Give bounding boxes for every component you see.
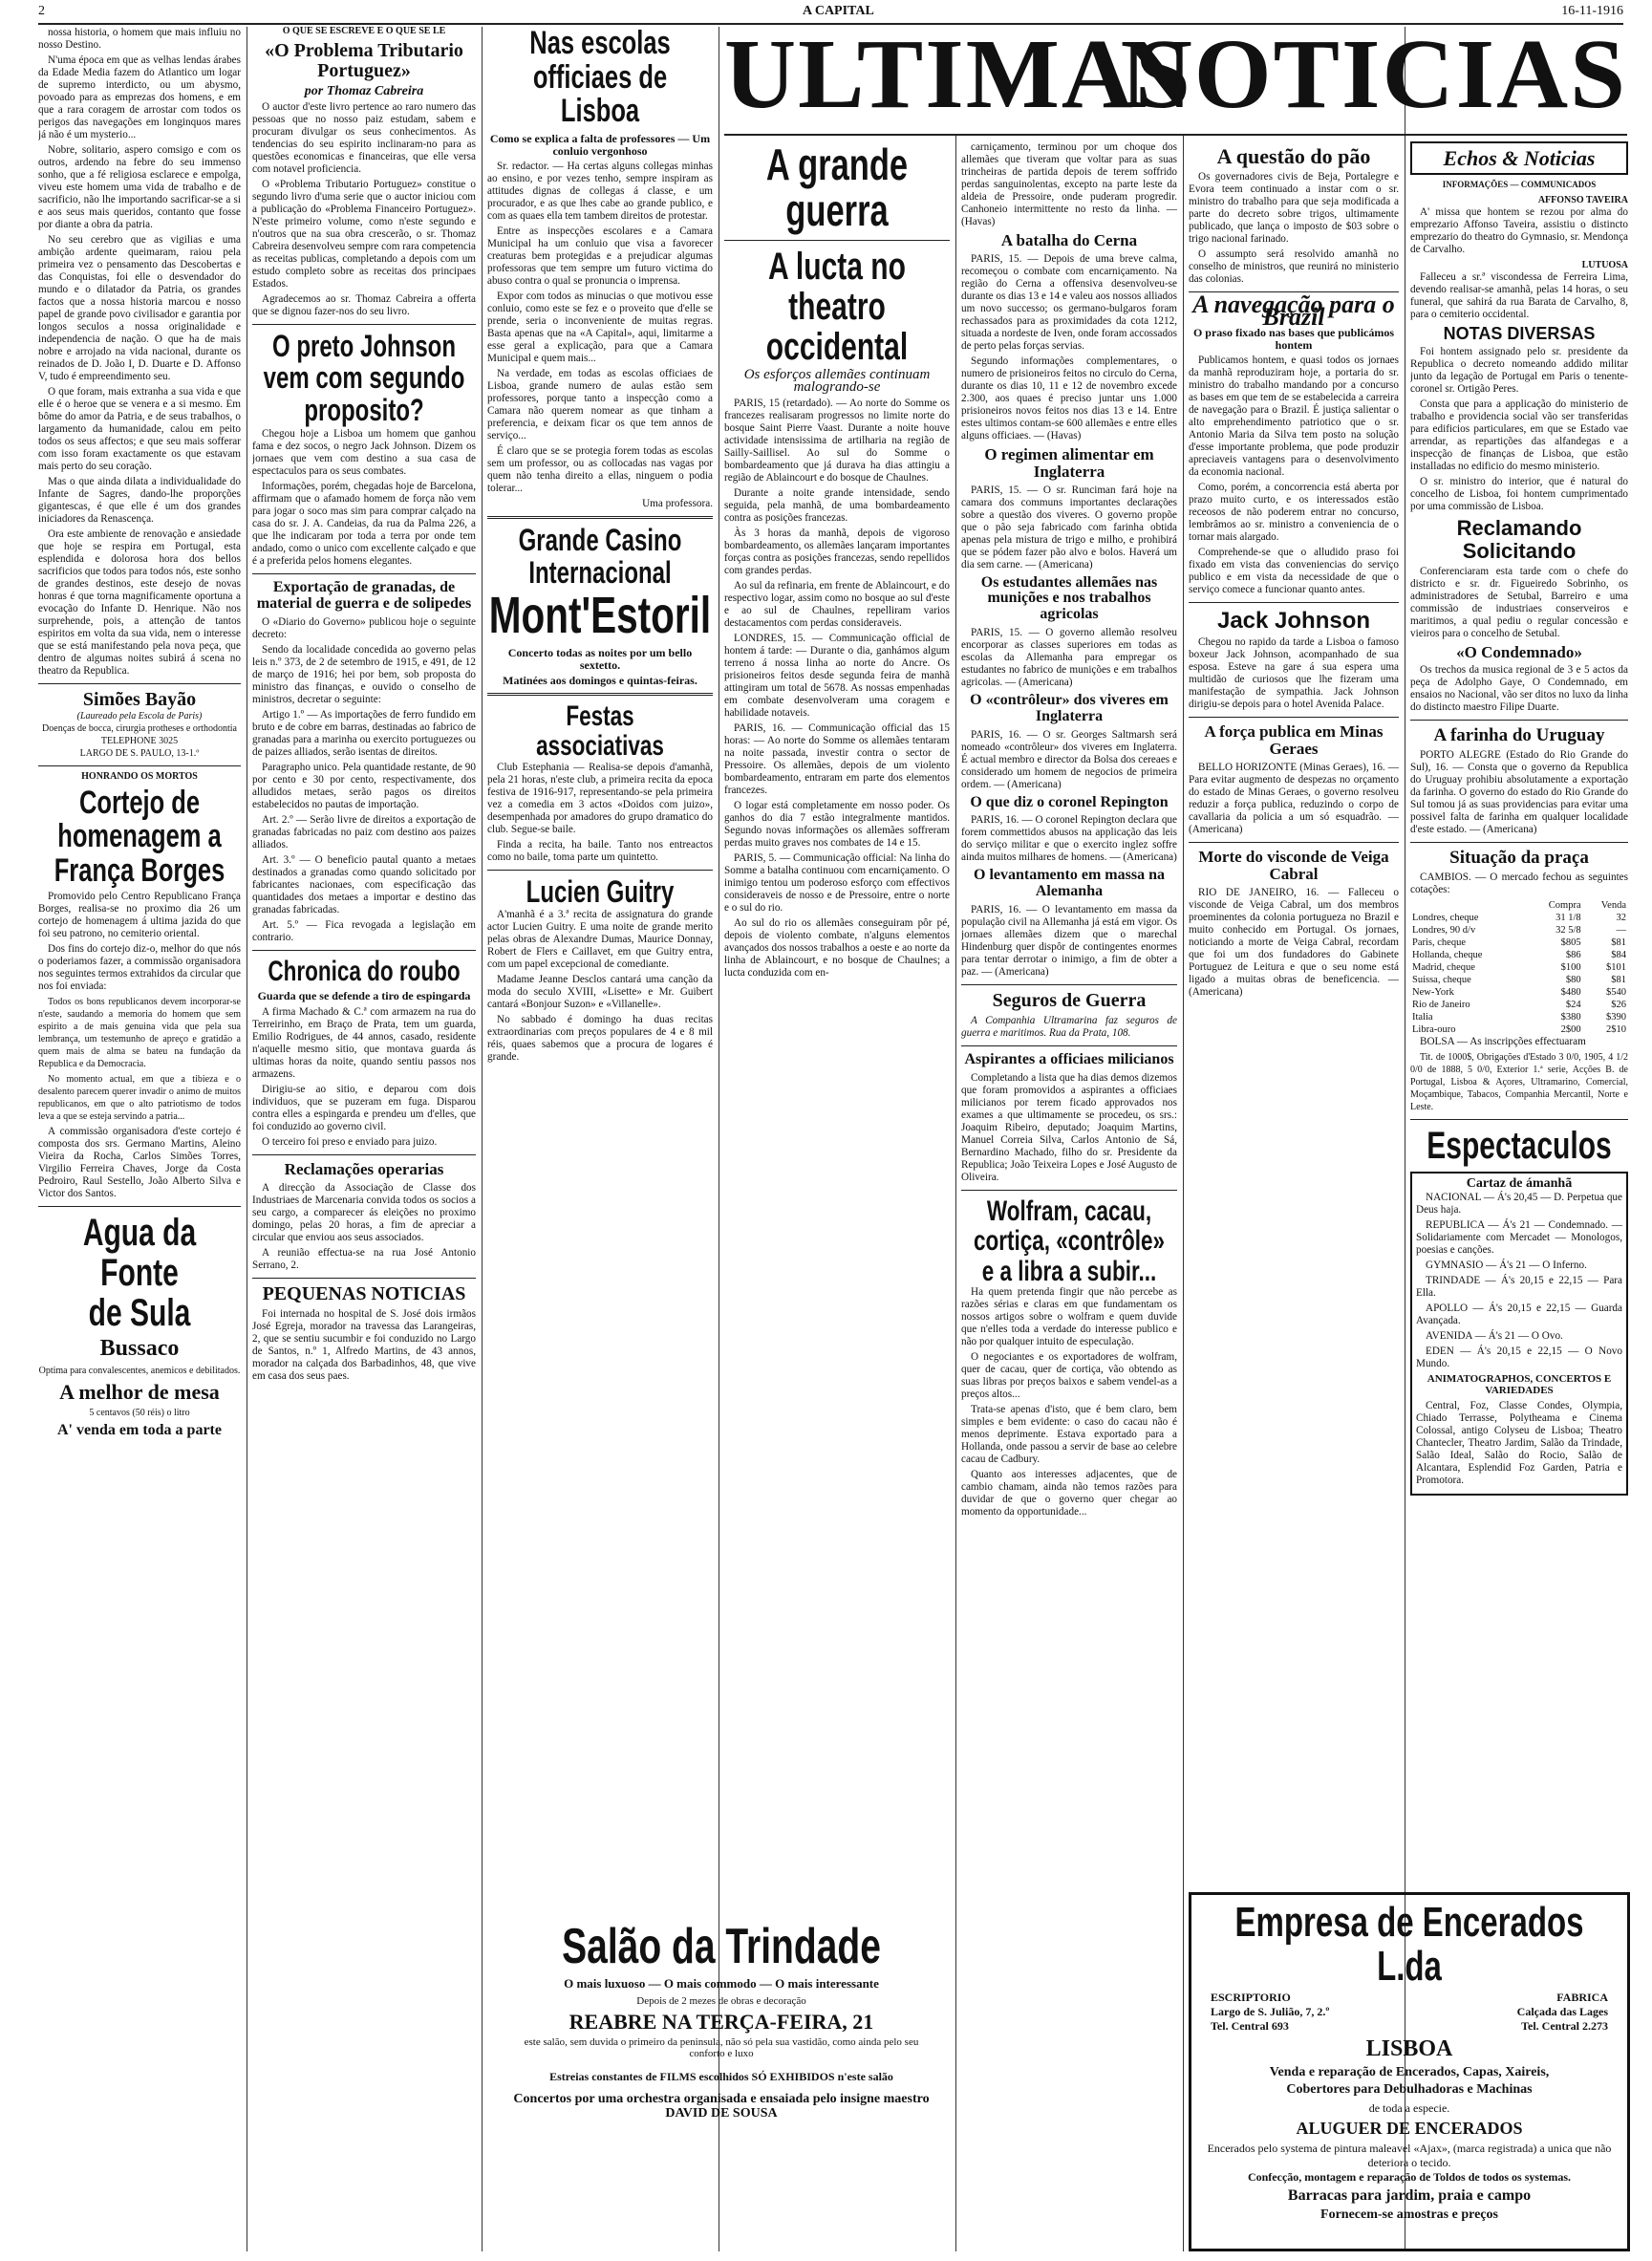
article-paragraph: Mas o que ainda dilata a individualidade do Infante de Sagres, dando-lhe proporções gigantescas, é que elle é um dos grandes iniciadores da Renascença. bbox=[38, 476, 241, 525]
subheadline: O praso fixado nas bases que publicámos hontem bbox=[1192, 326, 1395, 352]
headline-navegacao: A navegação para o Brazil bbox=[1192, 291, 1395, 332]
issue-date: 16-11-1916 bbox=[1561, 4, 1623, 18]
table-row: Italia $380 $390 bbox=[1412, 1012, 1626, 1023]
article-paragraph: Como, porém, a concorrencia está aberta por prazo muito curto, e os interessados estão receosos de não poderem entrar no concurso, lembrâmos ao sr. ministro a conveniencia de o tornar mais alargado. bbox=[1189, 482, 1399, 544]
headline-guitry: Lucien Guitry bbox=[526, 873, 675, 909]
article-paragraph: Artigo 1.º — As importações de ferro fundido em bruto e de cobre em barras, destinadas ao fabrico de granadas para a marinha ou exercito portuguezes ou de paizes alliados, serão isentas de direitos. bbox=[252, 708, 476, 758]
article-paragraph: O assumpto será resolvido amanhã no conselho de ministros, que reunirá no ministerio das colonias. bbox=[1189, 248, 1399, 286]
subheadline: Guarda que se defende a tiro de espingarda bbox=[257, 989, 471, 1003]
article-paragraph: Ora este ambiente de renovação e ansiedade que hoje se respira em Portugal, esta esplendida e dolorosa hora dos bellos sacrificios que todos para todos nós, este sonho de grandes destinos, este desejo de novas honras é que torna magnificamente oportuna a evocação do Infante D. Henrique. Não nos surprehende, pois, a attenção de tantos espiritos em volta da sua vida, nem o interesse que se está manifestando pela nova peça, que dentro de algumas noites subirá á scena no theatro da Republica. bbox=[38, 528, 241, 677]
subheadline: Os esforços allemães continuam malogrando-se bbox=[743, 366, 931, 395]
article-paragraph: Foi hontem assignado pelo sr. presidente da Republica o decreto nomeando addido militar junto da legação de Portugal em Paris o tenente-coronel sr. Ortigão Peres. bbox=[1410, 346, 1628, 396]
column-1 bbox=[38, 27, 241, 2251]
article-paragraph: Durante a noite grande intensidade, sendo seguida, pela manhã, de uma bombardeamento contra as posições francezas. bbox=[724, 486, 950, 524]
headline-farinha: A farinha do Uruguay bbox=[1433, 725, 1605, 746]
article-paragraph: Todos os bons republicanos devem incorporar-se n'este, saudando a memoria do homem que sem espirito a de mais genuina vida que pela sua lembrança, um testemunho de apreço e gratidão a quem mais de alma se bateu na fundação da Republica e da Democracia. bbox=[38, 996, 241, 1069]
echos-box: Echos & Noticias bbox=[1410, 141, 1628, 175]
article-paragraph: Consta que para a applicação do ministerio de trabalho e providencia social vão ser transferidas para edificios particulares, em que se Estado vae arrendar, as repartições das alfandegas e a inspecção de finanças de Lisboa, que estão installadas no edificio do mesmo ministerio. bbox=[1410, 398, 1628, 473]
table-row: Hollanda, cheque $86 $84 bbox=[1412, 950, 1626, 961]
article-paragraph: O «Problema Tributario Portuguez» constitue o segundo livro d'uma serie que o auctor iniciou com a publicação do «Problema Financeiro Portuguez». N'este primeiro volume, como n'este segundo e n'outros que na sua obra crescerão, o sr. Thomaz Cabreira desenvolveu sempre com rara competencia as receitas publicas, completando a depois com um estudo completo sobre as receitas dos principaes Estados. bbox=[252, 178, 476, 290]
headline-seguros: Seguros de Guerra bbox=[992, 989, 1147, 1011]
article-paragraph: carniçamento, terminou por um choque dos allemães que tiveram que voltar para as suas trincheiras de partida depois de terem soffrido perdas sanguinolentas, excepto na parte leste da aldeia de Pressoire, onde puderam progredir. Canhoneio intermittente no resto da linha. — (Havas) bbox=[961, 141, 1177, 227]
headline-wolfram: Wolfram, cacau, cortiça, «contrôle» e a libra a subir... bbox=[973, 1195, 1166, 1287]
table-row: Londres, 90 d/v 32 5/8 — bbox=[1412, 925, 1626, 937]
article-paragraph: Chegou no rapido da tarde a Lisboa o famoso boxeur Jack Johnson, acompanhado de sua esposa. Esteve na gare á sua espera uma multidão de curiosos que lhe fizeram uma manifestação de sympathia. Jack Johnson dirigiu-se depois para o hotel Avenida Palace. bbox=[1189, 636, 1399, 711]
table-header-row: Compra Venda bbox=[1548, 900, 1626, 912]
article-paragraph: Sr. redactor. — Ha certas alguns collegas minhas ao ensino, e por vezes tenho, sempre inspiram as attitudes dignas de collegas á classe, e um procurador, e as que lhes cabe ao grande publico, e com as quaes ella tem tambem direitos de protestar. bbox=[487, 161, 713, 223]
headline-jack-johnson: Jack Johnson bbox=[1216, 608, 1371, 635]
article-paragraph: Expor com todos as minucias o que motivou esse conluio, como este se fez e o proveito que d'elle se prende, seria o inconveniente de muitas regras. Basta apenas que na «A Capital», aqui, limitarme a esse geral a explicação, para que a Camara Municipal e quem mais... bbox=[487, 291, 713, 365]
article-paragraph: É claro que se se protegia forem todas as escolas sem um professor, ou as collocadas nas vagas por quem não tenha direito a ellas, ninguem o podia tolerar... bbox=[487, 445, 713, 495]
article-paragraph: O negociantes e os exportadores de wolfram, quer de cacau, quer de cortiça, vão obtendo as suas libras por preços baixos e sabem vendel-as a preços altos... bbox=[961, 1351, 1177, 1401]
headline-grande-guerra: A grande guerra bbox=[765, 141, 909, 236]
headline-reclamacoes: Reclamações operarias bbox=[284, 1159, 444, 1178]
article-paragraph: Segundo informações complementares, o numero de prisioneiros feitos no circulo do Cerna, durante os dias 10, 11 e 12 de novembro excede 2.300, aos quaes é preciso juntar uns 1.000 prisioneiros novos feitos nos dias 13 e 14. Entre estes ultimos contam-se 600 allemães e entre elles alguns officiaes. — (Havas) bbox=[961, 355, 1177, 441]
table-row: Paris, cheque $805 $81 bbox=[1412, 937, 1626, 949]
headline-cerna: A batalha do Cerna bbox=[1000, 231, 1138, 249]
article-paragraph: Dos fins do cortejo diz-o, melhor do que nós o poderiamos fazer, a commissão organisadora nos seguintes termos extrahidos da circular que nos foi enviada: bbox=[38, 942, 241, 992]
headline-controleur: O «contrôleur» dos viveres em Inglaterra bbox=[970, 691, 1169, 724]
headline-notas: NOTAS DIVERSAS bbox=[1443, 323, 1596, 343]
headline-escolas: Nas escolas officiaes de Lisboa bbox=[529, 27, 671, 130]
article-paragraph: N'uma época em que as velhas lendas árabes da Edade Media fazem do Atlantico um logar de supremo interdicto, ou um abysmo, povoado para as emprezas dos homens, e em que a rara coragem de arrostar com todos os perigos das navegações em longinquos mares já não é um mysterio... bbox=[38, 54, 241, 140]
headline-condemnado: «O Condemnado» bbox=[1456, 642, 1582, 661]
article-paragraph: O sr. ministro do interior, que é natural do concelho de Lisboa, foi hontem cumprimentado por uma commissão de Lisboa. bbox=[1410, 476, 1628, 513]
headline-johnson: O preto Johnson vem com segundo proposito? bbox=[263, 328, 465, 427]
page-number: 2 bbox=[38, 4, 45, 18]
headline-aspirantes: Aspirantes a officiaes milicianos bbox=[964, 1050, 1174, 1067]
ad-simoes-bayao: Simões Bayão (Laureado pela Escola de Paris) Doenças de bocca, cirurgia protheses e orthodontia TELEPHONE 3025 LARGO DE S. PAULO, 13-1.º bbox=[42, 689, 237, 759]
headline-lucta: A lucta no theatro occidental bbox=[765, 245, 909, 368]
article-paragraph: RIO DE JANEIRO, 16. — Falleceu o visconde de Veiga Cabral, um dos membros proeminentes da colonia portugueza no Brazil e muito conhecido em Portugal. Os jornaes, noticiando a morte de Veiga Cabral, recordam que foi um dos fundadores do Gabinete Portuguez de Leitura e que o seu nome está ligado a muitas obras de beneficencia. — (Americana) bbox=[1189, 886, 1399, 998]
byline: por Thomaz Cabreira bbox=[304, 83, 424, 98]
article-paragraph: Publicamos hontem, e quasi todos os jornaes da manhã reproduziram hoje, a portaria do sr. ministro do trabalho mandando por a concurso as bases em que tem de se estabelecida a carreira de navegação para o Brazil. É justiça salientar o alto emprehendimento patriotico que o sr. Antonio Maria da Silva tem posto na solução d'esse importante problema, que pode produzir apreciaveis vantagens para o desenvolvimento da economia nacional. bbox=[1189, 355, 1399, 479]
article-paragraph: A Companhia Ultramarina faz seguros de guerra e maritimos. Rua da Prata, 108. bbox=[961, 1014, 1177, 1039]
article-paragraph: Agradecemos ao sr. Thomaz Cabreira a offerta que se dignou fazer-nos do seu livro. bbox=[252, 292, 476, 317]
article-paragraph: Ha quem pretenda fingir que não percebe as razões sérias e claras em que fundamentam os nossos artigos sobre o wolfram e quem duvide que n'elles toda a verdade do interesse publico e não por qualquer intuito de especulação. bbox=[961, 1286, 1177, 1348]
article-paragraph: PARIS, 16. — O levantamento em massa da população civil na Allemanha já está em vigor. Os jornaes allemães dizem que o marechal Hindenburg quer dispôr de contingentes enormes para tentar derrotar o inimigo, a fim de obter a paz. — (Americana) bbox=[961, 903, 1177, 978]
article-paragraph: Nobre, solitario, aspero comsigo e com os outros, ardendo na febre do seu immenso sonho, que a fé religiosa esclarece e empolga, viveu este homem uma vida de trabalho e de sacrificio, não lhe importando sacrificar-se a si e aos seus mais queridos, contanto que fosse por diante a obra da patria. bbox=[38, 144, 241, 230]
article-paragraph: CAMBIOS. — O mercado fechou as seguintes cotações: bbox=[1410, 872, 1628, 896]
article-signature: Uma professora. bbox=[642, 498, 713, 510]
headline-exportacao: Exportação de granadas, de material de guerra e de solipedes bbox=[256, 579, 472, 613]
ad-agua-sula: Agua da Fonte de Sula Bussaco Optima para convalescentes, anemicos e debilitados. A melhor de mesa 5 centavos (50 réis) o litro A' venda em toda a parte bbox=[38, 1211, 241, 1438]
article-paragraph: Informações, porém, chegadas hoje de Barcelona, affirmam que o afamado homem de força não vem para jogar o soco mas sim para comprar calçado na casa do sr. J. A. Candeias, da rua da Palma 226, a que lhe indicaram por toda a terra por onde tem andado, como o unico com excellente calçado e que é a preferida pelos homens elegantes. bbox=[252, 481, 476, 568]
column-4 bbox=[724, 141, 950, 1860]
article-paragraph: nossa historia, o homem que mais influiu no nosso Destino. bbox=[38, 27, 241, 51]
headline-espectaculos: Espectaculos bbox=[1427, 1125, 1612, 1168]
headline-forca-publica: A força publica em Minas Geraes bbox=[1204, 722, 1384, 759]
table-row: Londres, cheque 31 1/8 32 bbox=[1412, 913, 1626, 924]
article-paragraph: Dirigiu-se ao sitio, e deparou com dois individuos, que se puzeram em fuga. Disparou contra elles a espingarda e prendeu um d'elles, que foi conduzido ao governo civil. bbox=[252, 1083, 476, 1132]
column-2 bbox=[252, 27, 476, 2251]
subheadline: Como se explica a falta de professores — Um conluio vergonhoso bbox=[489, 132, 711, 158]
column-5 bbox=[961, 141, 1177, 2251]
article-paragraph: Entre as inspecções escolares e a Camara Municipal ha um conluio que visa a favorecer creaturas bem protegidas e a prejudicar algumas professoras que tem sempre um futuro victima do abuso contra o qual se pronuncia o imprensa. bbox=[487, 226, 713, 288]
article-paragraph: Sendo da localidade concedida ao governo pelas leis n.º 373, de 2 de setembro de 1915, e 491, de 12 de março de 1916; hei por bem, sob proposta do ministro das finanças, e ouvido o conselho de ministros, decretar o seguinte: bbox=[252, 643, 476, 705]
article-paragraph: BELLO HORIZONTE (Minas Geraes), 16. — Para evitar augmento de despezas no orçamento do estado de Minas Geraes, o governo resolveu reduzir a força publica, reduzindo o corpo de cavallaria da policia a um só esquadrão. — (Americana) bbox=[1189, 762, 1399, 836]
article-paragraph: PARIS, 15. — O sr. Runciman fará hoje na camara dos communs importantes declarações sobre a questão dos viveres. O governo propõe que o pão seja fabricado com farinha obtida apenas pela mistura de trigo e milho, e prohibirá que se pódem fazer pão alvo e bolos. Haverá um dia sem carne. — (Americana) bbox=[961, 484, 1177, 571]
headline-regimen: O regimen alimentar em Inglaterra bbox=[984, 444, 1154, 481]
cartaz-box: Cartaz de ámanhã NACIONAL — Á's 20,45 — D. Perpetua que Deus haja. REPUBLICA — Á's 21 — Condemnado. — Solidariamente com Mercadet — Monologos, poesias e canções. GYMNASIO — Á's 21 — O Inferno. TRINDADE — Á's 20,15 e 22,15 — Para Ella. APOLLO — Á's 20,15 e 22,15 — Guarda Avançada. AVENIDA — Á's 21 — O Ovo. EDEN — Á's 20,15 e 22,15 — O Novo Mundo. ANIMATOGRAPHOS, CONCERTOS E VARIEDADES Central, Foz, Classe Condes, Olympia, Chiado Terrasse, Polytheama e Cinema Colossal, antigo Colyseu de Lisboa; Theatro Chantecler, Theatro Jardim, Salão da Trindade, Salão Ideal, Salão do Rocio, Salão de Alcantara, Esplendid Foz Garden, Patria e Promotora. bbox=[1410, 1172, 1628, 1496]
article-paragraph: PARIS, 16. — Communicação official das 15 horas: — Ao norte do Somme os allemães tentaram na noite passada, investir contra o sector de Pressoire. Os allemães, depois de um violento bombardeamento, entraram em parte dos elementos francezes. bbox=[724, 721, 950, 796]
cambios-table bbox=[1410, 899, 1628, 1036]
article-paragraph: A direcção da Associação de Classe dos Industriaes de Marcenaria convida todos os socios a seu cargo, a comparecer ás eleições no proximo domingo, pelas 20 horas, a fim de apreciar a circular que enviou aos seus associados. bbox=[252, 1181, 476, 1243]
ad-casino-estoril: Grande Casino Internacional Mont'Estoril Concerto todas as noites por um bello sextetto. Matinées aos domingos e quintas-feiras. bbox=[488, 523, 712, 688]
article-paragraph: Promovido pelo Centro Republicano França Borges, realisa-se no proximo dia 26 um cortejo de homenagem á ultima jazida do que foi seu patrono, no cemiterio oriental. bbox=[38, 890, 241, 939]
article-paragraph: PARIS, 15. — O governo allemão resolveu encorporar as classes superiores em todas as escolas da Allemanha para empregar os estudantes no fabrico de munições e em trabalhos agricolas. — (Americana) bbox=[961, 626, 1177, 688]
article-paragraph: Madame Jeanne Desclos cantará uma canção da moda do seculo XVIII, «Lisette» e Mr. Guibert cantará «Bonjour Suzon» e «Villanelle». bbox=[487, 973, 713, 1010]
article-paragraph: O «Diario do Governo» publicou hoje o seguinte decreto: bbox=[252, 615, 476, 640]
table-row: Suissa, cheque $80 $81 bbox=[1412, 975, 1626, 986]
headline-pequenas-noticias: PEQUENAS NOTICIAS bbox=[262, 1282, 466, 1304]
table-row: Libra-ouro 2$00 2$10 bbox=[1412, 1024, 1626, 1036]
article-paragraph: PORTO ALEGRE (Estado do Rio Grande do Sul), 16. — Consta que o governo da Republica do Uruguay prohibiu absolutamente a exportação da farinha. O governo do estado do Rio Grande do Sul tomou já as suas providencias para evitar uma possivel falta de farinha em qualquer localidade d'este estado. — (Americana) bbox=[1410, 749, 1628, 836]
headline-situacao-praca: Situação da praça bbox=[1449, 848, 1589, 869]
article-paragraph: Quanto aos interesses adjacentes, que de cambio chamam, ainda não temos razões para duvidar de que o governo quer chegar ao momento da opportunidade... bbox=[961, 1469, 1177, 1518]
article-paragraph: A commissão organisadora d'este cortejo é composta dos srs. Germano Martins, Aleino Vieira da Rocha, Carlos Simões Torres, Virgilio Ferreira Chaves, Jorge da Costa Pedroiro, Raul Sestello, João Alberto Silva e Victor dos Santos. bbox=[38, 1125, 241, 1199]
article-paragraph: A' missa que hontem se rezou por alma do emprezario Affonso Taveira, assistiu o distincto emprezario do theatro do Gymnasio, sr. Mendonça de Carvalho. bbox=[1410, 205, 1628, 255]
article-paragraph: O que foram, mais extranha a sua vida e que elle é o heroe que se venera e a si mesmo. Em bôme do amor da Patria, e de seus trabalhos, o largamento da humanidade, calou em peito todos os seus affectos; e que seu mais sofferar com isso foram exactamente os que estavam mais perto do seu coração. bbox=[38, 386, 241, 472]
article-paragraph: LONDRES, 15. — Communicação official de hontem á tarde: — Durante o dia, ganhámos algum terreno á nossa linha ao norte do Ancre. Os prisioneiros feitos desde segunda feira de manhã attingiram um total de 5678. As nossas empenhadas em combate desenvolveram uma coragem e habilidade notaveis. bbox=[724, 632, 950, 719]
article-paragraph: Foi internada no hospital de S. José dois irmãos José Egreja, morador na travessa das Larangeiras, 2, que se sentiu sucumbir e foi conduzido no Largo de Santos, n.º 1, Alfredo Martins, de 43 annos, morador na calçada dos Barbadinhos, 48, que vive em casa dos seus paes. bbox=[252, 1307, 476, 1382]
section-header: O QUE SE ESCREVE E O QUE SE LÊ bbox=[282, 27, 446, 36]
article-paragraph: O logar está completamente em nosso poder. Os ganhos do dia 7 estão integralmente mantidos. Segundo novas informações os allemães soffreram perdas muito graves nos combates de 14 e 15. bbox=[724, 799, 950, 849]
article-paragraph: O auctor d'este livro pertence ao raro numero das pessoas que no nosso paiz estudam, sabem e procuram divulgar os seus conhecimentos. As tendencias do seu espirito inclinaram-no para as questões economicas e financeiras, que elle versa com notavel proficiencia. bbox=[252, 100, 476, 175]
article-paragraph: A reunião effectua-se na rua José Antonio Serrano, 2. bbox=[252, 1246, 476, 1271]
column-3 bbox=[487, 27, 713, 1860]
article-paragraph: No momento actual, em que a tibieza e o desalento parecem querer invadir o animo de muitos republicanos, em que o alto patriotismo de todos leva a que se esteja servindo a patria... bbox=[38, 1073, 241, 1122]
article-paragraph: Ao sul do rio os allemães conseguiram pôr pé, depois de violento combate, n'alguns elementos avançados dos nossos trabalhos a oeste e ao norte da linha de Ablaincourt, e no bosque de Chaulnes; a lucta conduzida com en- bbox=[724, 916, 950, 979]
article-paragraph: Trata-se apenas d'isto, que é bem claro, bem simples e bem evidente: o caso do cacau não é menos deprimente. Estava exportado para a Hollanda, onde passou a servir de base ao celebre cacau de Cadbury. bbox=[961, 1404, 1177, 1466]
headline-festas: Festas associativas bbox=[536, 700, 664, 763]
headline-reclamando: Reclamando Solicitando bbox=[1456, 516, 1582, 563]
article-paragraph: Art. 5.º — Fica revogada a legislação em contrario. bbox=[252, 918, 476, 943]
article-paragraph: PARIS, 16. — O sr. Georges Saltmarsh será nomeado «contrôleur» dos viveres em Inglaterra. É actual membro e director da Bolsa dos cereaes e considerado um homem de negocios de primeira ordem. — (Americana) bbox=[961, 728, 1177, 790]
paper-name: A CAPITAL bbox=[803, 4, 874, 18]
article-paragraph: PARIS, 15. — Depois de uma breve calma, recomeçou o combate com encarniçamento. Na região do Cerna a offensiva desenvolveu-se durante os dias 13 e 14 e valeu aos nossos alliados um novo successo; os germano-bulgaros foram rechassados para as proximidades da cota 1212, situada a nordeste de Iven, onde foram accossados de perto pelas forças servias. bbox=[961, 252, 1177, 352]
article-paragraph: Art. 2.º — Serão livre de direitos a exportação de granadas fabricadas no paiz com destino aos paizes alliados. bbox=[252, 813, 476, 851]
column-7: Echos & Noticias INFORMAÇÕES — COMMUNICADOS AFFONSO TAVEIRA A' missa que hontem se rezou por alma do emprezario Affonso Taveira, assistiu o distincto emprezario do theatro do Gymnasio, sr. Mendonça de Carvalho. LUTUOSA Falleceu a sr.ª viscondessa de Ferreira Lima, devendo realisar-se amanhã, pelas 14 horas, o seu funeral, que sahirá da rua Barata de Carvalho, 8, para o cemiterio occidental. NOTAS DIVERSAS Foi hontem assignado pelo sr. presidente da Republica o decreto nomeando addido militar junto da legação de Portugal em Paris o tenente-coronel sr. Ortigão Peres. Consta que para a applicação do ministerio de trabalho e providencia social vão ser transferidas para edificios particulares, em que se Estado vae arrendar, as repartições das alfandegas e a inspecção de finanças de Lisboa, que estão installadas no edificio do mesmo ministerio. O sr. ministro do interior, que é natural do concelho de Lisboa, foi hontem cumprimentado por uma commissão de Lisboa. Reclamando Solicitando Conferenciaram esta tarde com o chefe do districto e sr. dr. Figueiredo Sobrinho, os administradores de Setubal, Barreiro e uma commissão de industriaes conserveiros e maritimos, a qual pediu o regular concessão e vieiros para o concelho de Setubal. «O Condemnado» Os trechos da musica regional de 3 e 5 actos da peça de Adolpho Gaye, O Condemnado, em ensaios no Nacional, vão ser ditos no luxo da linha do distincto maestro Filipe Duarte. A farinha do Uruguay PORTO ALEGRE (Estado do Rio Grande do Sul), 16. — Consta que o governo da Republica do Uruguay prohibiu absolutamente a exportação da farinha. O governo do estado do Rio Grande do Sul tomou já as suas providencias para evitar uma possivel falta de farinha em qualquer localidade d'este estado. — (Americana) Situação da praça CAMBIOS. — O mercado fechou as seguintes cotações: Compra Venda Londres, cheque 31 1/8 32 Londres, 90 d/v 32 5/8 — Paris, cheque $805 $81 Hollanda, cheque $86 $84 Madrid, cheque $100 $101 Suissa, cheque $80 $81 New-York $480 $540 Rio de Janeiro $24 $26 Italia $380 $390 Libra-ouro 2$00 2$10 BOLSA — As inscripções effectuaram Tit. de 1000$, Obrigações d'Estado 3 0/0, 1905, 4 1/2 0/0 de 1888, 5 0/0, Exterior 1.ª serie, Acções B. de Portugal, Lisboa & Açores, Ultramarino, Comercial, Moçambique, Tabacos, Companhia Mercantil, Norte e Leste. Espectaculos Cartaz de ámanhã NACIONAL — Á's 20,45 — D. Perpetua que Deus haja. REPUBLICA — Á's 21 — Condemnado. — Solidariamente com Mercadet — Monologos, poesias e canções. GYMNASIO — Á's 21 — O Inferno. TRINDADE — Á's 20,15 e 22,15 — Para Ella. APOLLO — Á's 20,15 e 22,15 — Guarda Avançada. AVENIDA — Á's 21 — O Ovo. EDEN — Á's 20,15 e 22,15 — O Novo Mundo. ANIMATOGRAPHOS, CONCERTOS E VARIEDADES Central, Foz, Classe Condes, Olympia, Chiado Terrasse, Polytheama e Cinema Colossal, antigo Colyseu de Lisboa; Theatro Chantecler, Theatro Jardim, Salão da Trindade, Salão Ideal, Salão do Rocio, Salão de Alcantara, Esplendid Foz Garden, Patria e Promotora. bbox=[1410, 141, 1628, 1879]
article-paragraph: Ao sul da refinaria, em frente de Ablaincourt, e do respectivo logar, assim como no bosque ao sul d'este e ao sul de Chaulnes, repelliram varios destacamentos com perdas consideraveis. bbox=[724, 579, 950, 629]
article-paragraph: Na verdade, em todas as escolas officiaes de Lisboa, grande numero de aulas estão sem professores, porque tanto a inspecção como a Camara não querem nomear as que tinham a preferencia, e deixam ficar os que tem annos de serviço... bbox=[487, 368, 713, 442]
article-paragraph: BOLSA — As inscripções effectuaram bbox=[1420, 1036, 1586, 1048]
table-row: New-York $480 $540 bbox=[1412, 987, 1626, 999]
article-paragraph: Às 3 horas da manhã, depois de vigoroso bombardeamento, os allemães lançaram importantes forças contra as posições francezas, sendo repellidos com grandes perdas. bbox=[724, 527, 950, 576]
ad-salao-trindade: Salão da Trindade O mais luxuoso — O mais commodo — O mais interessante Depois de 2 mezes de obras e decoração REABRE NA TERÇA-FEIRA, 21 este salão, sem duvida o primeiro da peninsula, não só pela sua vastidão, como ainda pelo seu conforto e luxo Estreias constantes de FILMS escolhidos SÓ EXHIBIDOS n'este salão Concertos por uma orchestra organisada e ensaiada pelo insigne maestro DAVID DE SOUSA bbox=[513, 1919, 930, 2121]
headline-levantamento: O levantamento em massa na Alemanha bbox=[974, 867, 1165, 900]
section-kicker: INFORMAÇÕES — COMMUNICADOS bbox=[1442, 180, 1597, 190]
headline-problema: «O Problema Tributario Portuguez» bbox=[265, 39, 463, 81]
article-paragraph: PARIS, 16. — O coronel Repington declara que forem commettidos abusos na applicação das leis do serviço militar e que o exercito inglez soffre ainda muitos milhares de homens. — (Americana) bbox=[961, 814, 1177, 864]
article-paragraph: PARIS, 5. — Communicação official: Na linha do Somme a batalha continuou com encarniçamento. O inimigo tentou um poderoso esforço com effectivos consideraveis de nosso e de Pressoire, entre o norte e o sul do rio. bbox=[724, 851, 950, 914]
article-paragraph: Falleceu a sr.ª viscondessa de Ferreira Lima, devendo realisar-se amanhã, pelas 14 horas, o seu funeral, que sahirá da rua Barata de Carvalho, 8, para o cemiterio occidental. bbox=[1410, 270, 1628, 320]
article-paragraph: Finda a recita, ha baile. Tanto nos entreactos como no baile, toma parte um quintetto. bbox=[487, 838, 713, 863]
table-row: Madrid, cheque $100 $101 bbox=[1412, 962, 1626, 974]
headline-cortejo: Cortejo de homenagem a França Borges bbox=[54, 784, 225, 889]
article-paragraph: O terceiro foi preso e enviado para juizo. bbox=[262, 1135, 438, 1148]
article-paragraph: A firma Machado & C.ª com armazem na rua do Terreirinho, em Braço de Prata, tem um guarda, Emilio Rodrigues, de 44 annos, casado, residente n'aquelle mesmo sitio, que montava guarda ás ultimas horas da noite, quando sentiu passos nos armazens. bbox=[252, 1005, 476, 1080]
article-paragraph: A'manhã é a 3.ª recita de assignatura do grande actor Lucien Guitry. E uma noite de grande merito pelas obras de Alexandre Dumas, Maurice Donnay, Robert de Flers e Caillavet, em que Guitry entra, com um papel excepcional de comediante. bbox=[487, 908, 713, 970]
article-paragraph: Chegou hoje a Lisboa um homem que ganhou fama e dez socos, o negro Jack Johnson. Dizem os jornaes que vem com destino a sua casa de espectaculos para os seus combates. bbox=[252, 428, 476, 478]
headline-chronica-roubo: Chronica do roubo bbox=[268, 955, 461, 987]
article-paragraph: No seu cerebro que as vigilias e uma ambição ardente queimaram, raiou pela primeira vez o pensamento das Descobertas e das Conquistas, foi elle o desvendador do mundo e o dilatador da Patria, os grandes factos que a nossa historia marcou e nosso papel de grande povo civilisador e garantia por longos seculos a nossa originalidade e independencia de nação. O que ha de mais nobre e arrojado na vida nacional, durante os reinados de D. João I, D. Duarte e D. Affonso V, tudo é empreendimento seu. bbox=[38, 234, 241, 382]
article-paragraph: No sabbado é domingo ha duas recitas extraordinarias com preços populares de 4 e 8 mil réis, quaes sabemos que a procura de logares é grande. bbox=[487, 1013, 713, 1063]
article-paragraph: Comprehende-se que o alludido praso foi fixado em vista das conveniencias do serviço publico e em vista da necessidade de que o serviço comece a funcionar quanto antes. bbox=[1189, 547, 1399, 596]
table-row: Rio de Janeiro $24 $26 bbox=[1412, 1000, 1626, 1011]
article-paragraph: Completando a lista que ha dias demos dizemos que foram promovidos a aspirantes a officiaes milicianos por terem ficado approvados nos exames a que ultimamente se procedeu, os srs.: Joaquim Ribeiro, deputado; Joaquim Martins, Manuel Correia Silva, Carlos Antonio de Sá, Bernardino Machado, filho do sr. Presidente da Republica; João Teixeira Lopes e José Augusto de Oliveira. bbox=[961, 1071, 1177, 1183]
article-paragraph: Os trechos da musica regional de 3 e 5 actos da peça de Adolpho Gaye, O Condemnado, em ensaios no Nacional, vão ser ditos no luxo da linha do distincto maestro Filipe Duarte. bbox=[1410, 664, 1628, 714]
article-paragraph: Conferenciaram esta tarde com o chefe do districto e sr. dr. Figueiredo Sobrinho, os administradores de Setubal, Barreiro e uma commissão de industriaes conserveiros e maritimos, a qual pediu o regular concessão e vieiros para o concelho de Setubal. bbox=[1410, 565, 1628, 639]
ad-empresa-encerados: Empresa de Encerados L.da ESCRIPTORIO FABRICA Largo de S. Julião, 7, 2.º Calçada das Lages Tel. Central 693 Tel. Central 2.273 LISBOA Venda e reparação de Encerados, Capas, Xaireis, Cobertores para Debulhadoras e Machinas de toda a especie. ALUGUER DE ENCERADOS Encerados pelo systema de pintura maleavel «Ajax», (marca registrada) a unica que não deteriora o tecido. Confecção, montagem e reparação de Toldos de todos os systemas. Barracas para jardim, praia e campo Fornecem-se amostras e preços bbox=[1189, 1892, 1630, 2251]
article-paragraph: Club Estephania — Realisa-se depois d'amanhã, pela 21 horas, n'este club, a primeira recita da epoca festiva de 1916-917, representando-se pela primeira vez a comedia em 3 actos «Doidos com juizo», desempenhada por amadores do grupo dramatico do club. Segue-se baile. bbox=[487, 761, 713, 835]
article-paragraph: PARIS, 15 (retardado). — Ao norte do Somme os francezes realisaram progressos no limite norte do bosque Saint Pierre Vaast. Durante a noite houve actividade intensissima de artilharia na região de Sailly-Saillisel. Ao sul do Somme o bombardeamento que já durava ha dias attingiu a região de Ablaincourt e do bosque de Chaulnes. bbox=[724, 397, 950, 484]
article-paragraph: Art. 3.º — O beneficio pautal quanto a metaes destinados a granadas como quando solicitado por fabricantes nacionaes, com especificação das quantidades dos metaes a importar e destino das granadas fabricadas. bbox=[252, 853, 476, 915]
article-paragraph: Paragrapho unico. Pela quantidade restante, de 90 por cento e 30 por cento, respectivamente, dos alludidos metaes, serão pagos os direitos estabelecidos no pautas de importação. bbox=[252, 761, 476, 810]
headline-questao-pao: A questão do pão bbox=[1216, 144, 1371, 168]
headline-estudantes: Os estudantes allemães nas munições e nos trabalhos agricolas bbox=[980, 573, 1158, 623]
article-paragraph: Tit. de 1000$, Obrigações d'Estado 3 0/0, 1905, 4 1/2 0/0 de 1888, 5 0/0, Exterior 1.ª serie, Acções B. de Portugal, Lisboa & Açores, Ultramarino, Comercial, Moçambique, Tabacos, Companhia Mercantil, Norte e Leste. bbox=[1410, 1052, 1628, 1113]
section-kicker: HONRANDO OS MORTOS bbox=[81, 771, 198, 782]
headline-repington: O que diz o coronel Repington bbox=[970, 793, 1169, 810]
banner-ultimas-noticias: ULTIMAS NOTICIAS bbox=[724, 19, 1627, 129]
article-paragraph: Os governadores civis de Beja, Portalegre e Evora teem continuado a instar com o sr. ministro do trabalho para que seja modificada a parte do decreto sobre trigos, ultimamente publicado, que lança o imposto de $03 sobre o trigo nacional farinado. bbox=[1189, 171, 1399, 246]
headline-veiga-cabral: Morte do visconde de Veiga Cabral bbox=[1198, 848, 1389, 883]
